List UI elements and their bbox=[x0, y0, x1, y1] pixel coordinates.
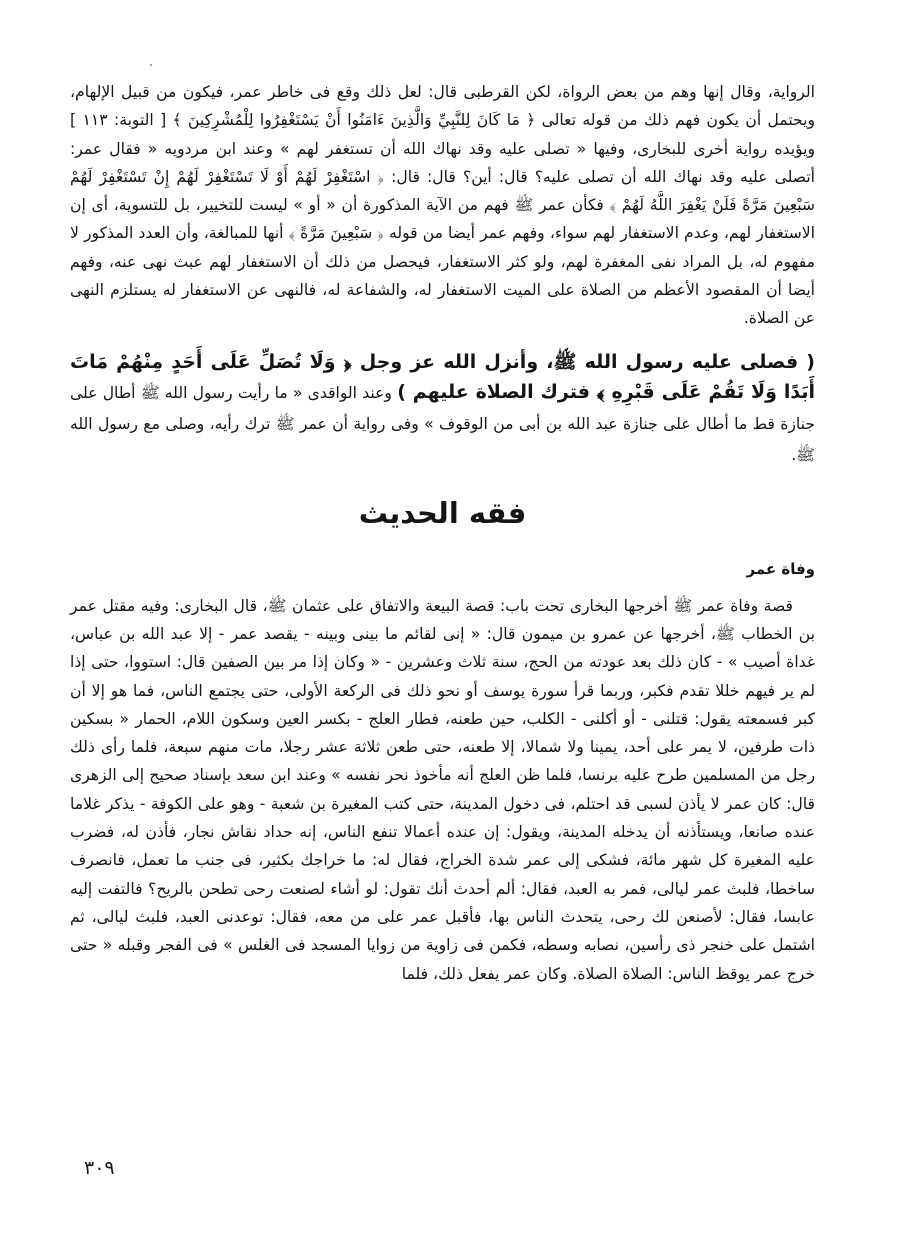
hadith-quote-bold: ( فصلى عليه رسول الله ﷺ، وأنزل الله عز وجل ﴿ وَلَا تُصَلِّ عَلَى أَحَدٍ مِنْهُمْ مَاتَ أَبَدًا وَلَا تَقُمْ عَلَى قَبْرِهِ ﴾ فترك الصلاة عليهم ) bbox=[70, 350, 816, 403]
scan-speck bbox=[150, 64, 152, 66]
hadith-quote bbox=[70, 347, 815, 470]
page-number: ٣٠٩ bbox=[84, 1157, 115, 1179]
subheading: وفاة عمر bbox=[746, 559, 815, 578]
paragraph-death-of-umar: قصة وفاة عمر ﷺ أخرجها البخارى تحت باب: قصة البيعة والاتفاق على عثمان ﷺ، قال البخارى: وفيه مقتل عمر بن الخطاب ﷺ، أخرجها عن عمرو بن ميمون قال: « إنى لقائم ما بينى وبينه - يقصد عمر - إلا عبد الله بن عباس، غداة أصيب » - كان ذلك بعد عودته من الحج، سنة ثلاث وعشرين - « وكان إذا مر بين الصفين قال: استووا، حتى إذا لم ير فيهم خللا تقدم فكبر، وربما قرأ سورة يوسف أو نحو ذلك فى الركعة الأولى، حتى يجتمع الناس، فما هو إلا أن كبر فسمعته يقول: قتلنى - أو أكلنى - الكلب، حين طعنه، فطار العلج - بكسر العين وسكون اللام، الحمار « بسكين ذات طرفين، لا يمر على أحد، يمينا ولا شمالا، إلا طعنه، حتى طعن ثلاثة عشر رجلا، مات منهم سبعة، فلما رأى ذلك رجل من المسلمين طرح عليه برنسا، فلما ظن العلج أنه مأخوذ نحر نفسه » وعند ابن سعد بإسناد صحيح إلى الزهرى قال: كان عمر لا يأذن لسبى قد احتلم، فى دخول المدينة، حتى كتب المغيرة بن شعبة - وهو على الكوفة - يذكر غلاما عنده صانعا، ويستأذنه أن يدخله المدينة، ويقول: إن عنده أعمالا تنفع الناس، إنه حداد نقاش نجار، فأذن له، فضرب عليه المغيرة كل شهر مائة، فشكى إلى عمر شدة الخراج، فقال له: ما خراجك بكثير، فى جنب ما تعمل، فانصرف ساخطا، فلبث عمر ليالى، فمر به العبد، فقال: ألم أحدث أنك تقول: لو أشاء لصنعت رحى تطحن بالريح؟ فالتفت إليه عابسا، فقال: لأصنعن لك رحى، يتحدث الناس بها، فأقبل عمر على من معه، فقال: توعدنى العبد، فلبث ليالى، ثم اشتمل على خنجر ذى رأسين، نصابه وسطه، فكمن فى زاوية من زوايا المسجد فى الغلس » فى الفجر وقبله « حتى خرج عمر يوقظ الناس: الصلاة الصلاة. وكان عمر يفعل ذلك، فلما bbox=[70, 596, 815, 983]
section-heading: فقه الحديث bbox=[358, 495, 527, 530]
hadith-quote-rest: وعند الواقدى « ما رأيت رسول الله ﷺ أطال على جنازة قط ما أطال على جنازة عبد الله بن أبى من الوقوف » وفى رواية أن عمر ﷺ ترك رأيه، وصلى مع رسول الله ﷺ. bbox=[70, 383, 815, 464]
paragraph-commentary: الرواية، وقال إنها وهم من بعض الرواة، لكن القرطبى قال: لعل ذلك وقع فى خاطر عمر، فيكون من قبيل الإلهام، ويحتمل أن يكون فهم ذلك من قوله تعالى ﴿ مَا كَانَ لِلنَّبِيِّ وَالَّذِينَ ءَامَنُوا أَنْ يَسْتَغْفِرُوا لِلْمُشْرِكِينَ ﴾ [ التوبة: ١١٣ ] ويؤيده رواية أخرى للبخارى، وفيها « تصلى عليه وقد نهاك الله أن تستغفر لهم » وعند ابن مردويه « فقال عمر: أتصلى عليه وقد نهاك الله أن تصلى عليه؟ قال: أين؟ قال: قال: ﴿ اسْتَغْفِرْ لَهُمْ أَوْ لَا تَسْتَغْفِرْ لَهُمْ إِنْ تَسْتَغْفِرْ لَهُمْ سَبْعِينَ مَرَّةً فَلَنْ يَغْفِرَ اللَّهُ لَهُمْ ﴾ فكأن عمر ﷺ فهم من الآية المذكورة أن « أو » ليست للتخيير، بل للتسوية، أى إن الاستغفار لهم، وعدم الاستغفار لهم سواء، وفهم عمر أيضا من قوله ﴿ سَبْعِينَ مَرَّةً ﴾ أنها للمبالغة، وأن العدد المذكور لا مفهوم له، بل المراد نفى المغفرة لهم، ولو كثر الاستغفار، فيحصل من ذلك أن الاستغفار لهم عبث نهى عنه، وفهم أيضا أن المقصود الأعظم من الصلاة على الميت الاستغفار له، والشفاعة له، فالنهى عن الاستغفار له يستلزم النهى عن الصلاة. bbox=[70, 83, 815, 328]
page-body bbox=[70, 78, 815, 988]
